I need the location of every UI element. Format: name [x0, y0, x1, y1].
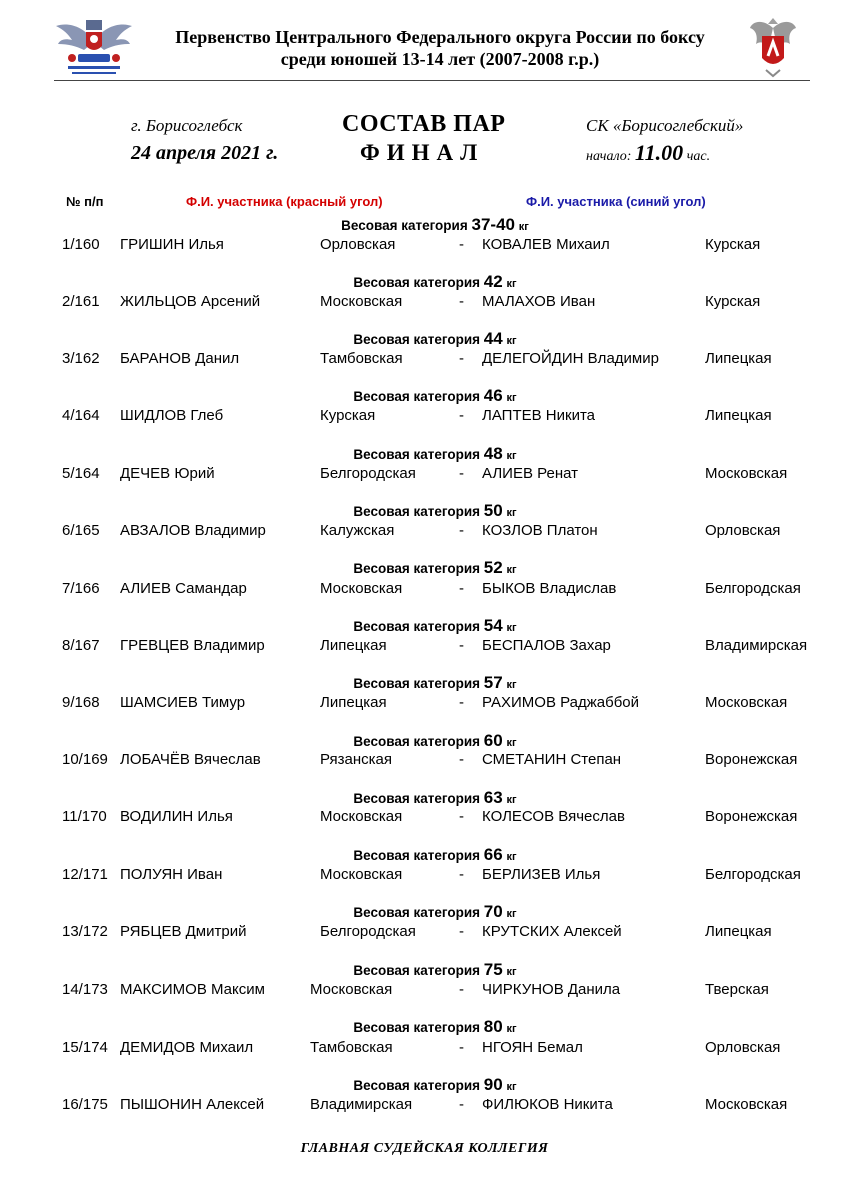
red-corner-region: Белгородская [320, 465, 416, 482]
weight-category-heading [320, 386, 550, 406]
bout-separator: - [459, 751, 464, 768]
weight-category-label: Весовая категория [353, 504, 481, 519]
red-corner-region: Калужская [320, 522, 395, 539]
bout-number: 10/169 [62, 751, 108, 768]
weight-category-value: 66 [483, 845, 503, 864]
weight-category-heading [320, 1017, 550, 1037]
red-corner-boxer: ДЕМИДОВ Михаил [120, 1039, 254, 1056]
weight-category-label: Весовая категория [353, 275, 481, 290]
weight-category-heading [320, 444, 550, 464]
weight-category-label: Весовая категория [341, 218, 468, 233]
weight-category-unit: кг [506, 737, 517, 749]
red-corner-boxer: АВЗАЛОВ Владимир [120, 522, 266, 539]
red-corner-boxer: ПОЛУЯН Иван [120, 866, 223, 883]
document-title: СОСТАВ ПАР [342, 111, 506, 137]
city: г. Борисоглебск [131, 116, 243, 135]
event-date: 24 апреля 2021 г. [131, 142, 279, 164]
stage-title: ФИНАЛ [360, 140, 485, 165]
red-corner-region: Московская [310, 981, 393, 998]
weight-category-value: 75 [483, 960, 503, 979]
weight-category-label: Весовая категория [353, 332, 481, 347]
weight-category-heading [320, 215, 550, 235]
bout-separator: - [459, 866, 464, 883]
bout-number: 1/160 [62, 236, 100, 253]
weight-category-heading [320, 329, 550, 349]
bout-row [0, 465, 849, 485]
red-corner-boxer: ПЫШОНИН Алексей [120, 1096, 265, 1113]
blue-corner-boxer: РАХИМОВ Раджаббой [482, 694, 640, 711]
blue-corner-boxer: ДЕЛЕГОЙДИН Владимир [482, 350, 659, 367]
bout-separator: - [459, 1039, 464, 1056]
bout-number: 3/162 [62, 350, 100, 367]
weight-category-heading [320, 673, 550, 693]
weight-category-label: Весовая категория [353, 561, 481, 576]
blue-corner-region: Владимирская [705, 637, 808, 654]
start-label: начало: [586, 149, 632, 164]
column-header-red-corner: Ф.И. участника (красный угол) [186, 194, 383, 209]
bout-number: 8/167 [62, 637, 100, 654]
bout-row [0, 866, 849, 886]
weight-category-unit: кг [518, 221, 529, 233]
red-corner-boxer: ШИДЛОВ Глеб [120, 407, 224, 424]
blue-corner-boxer: БЕРЛИЗЕВ Илья [482, 866, 601, 883]
blue-corner-boxer: КОЗЛОВ Платон [482, 522, 598, 539]
bout-number: 5/164 [62, 465, 100, 482]
red-corner-region: Владимирская [310, 1096, 413, 1113]
weight-category-heading [320, 616, 550, 636]
bout-row [0, 751, 849, 771]
blue-corner-region: Липецкая [705, 350, 772, 367]
blue-corner-region: Воронежская [705, 808, 798, 825]
weight-category-value: 46 [483, 386, 503, 405]
bout-separator: - [459, 637, 464, 654]
weight-category-unit: кг [506, 392, 517, 404]
bout-number: 4/164 [62, 407, 100, 424]
bout-row [0, 923, 849, 943]
blue-corner-boxer: СМЕТАНИН Степан [482, 751, 622, 768]
red-corner-region: Рязанская [320, 751, 392, 768]
blue-corner-boxer: БЫКОВ Владислав [482, 580, 617, 597]
red-corner-boxer: ШАМСИЕВ Тимур [120, 694, 246, 711]
bout-row [0, 637, 849, 657]
weight-category-unit: кг [506, 335, 517, 347]
bout-separator: - [459, 465, 464, 482]
start-unit: час. [686, 149, 711, 164]
weight-category-unit: кг [506, 564, 517, 576]
blue-corner-region: Белгородская [705, 580, 801, 597]
weight-category-value: 44 [483, 329, 503, 348]
blue-corner-region: Липецкая [705, 407, 772, 424]
weight-category-heading [320, 960, 550, 980]
blue-corner-boxer: КРУТСКИХ Алексей [482, 923, 622, 940]
weight-category-value: 90 [483, 1075, 503, 1094]
red-corner-region: Липецкая [320, 694, 387, 711]
blue-corner-boxer: НГОЯН Бемал [482, 1039, 583, 1056]
blue-corner-region: Воронежская [705, 751, 798, 768]
weight-category-label: Весовая категория [353, 791, 481, 806]
weight-category-unit: кг [506, 450, 517, 462]
red-corner-boxer: ВОДИЛИН Илья [120, 808, 233, 825]
bout-number: 2/161 [62, 293, 100, 310]
red-corner-boxer: ГРИШИН Илья [120, 236, 224, 253]
blue-corner-region: Орловская [705, 1039, 781, 1056]
blue-corner-region: Курская [705, 293, 761, 310]
bout-separator: - [459, 522, 464, 539]
weight-category-label: Весовая категория [353, 848, 481, 863]
weight-category-value: 48 [483, 444, 503, 463]
weight-category-value: 60 [483, 731, 503, 750]
footer-signature: ГЛАВНАЯ СУДЕЙСКАЯ КОЛЛЕГИЯ [300, 1141, 549, 1156]
weight-category-unit: кг [506, 1023, 517, 1035]
weight-category-value: 52 [483, 558, 503, 577]
red-corner-region: Московская [320, 580, 403, 597]
blue-corner-region: Орловская [705, 522, 781, 539]
bout-number: 6/165 [62, 522, 100, 539]
weight-category-unit: кг [506, 278, 517, 290]
weight-category-heading [320, 1075, 550, 1095]
weight-category-unit: кг [506, 1081, 517, 1093]
bout-separator: - [459, 923, 464, 940]
weight-category-label: Весовая категория [353, 619, 481, 634]
weight-category-unit: кг [506, 908, 517, 920]
red-corner-region: Липецкая [320, 637, 387, 654]
weight-category-heading [320, 558, 550, 578]
bout-row [0, 1039, 849, 1059]
bout-number: 16/175 [62, 1096, 108, 1113]
weight-category-label: Весовая категория [353, 1078, 481, 1093]
bout-number: 9/168 [62, 694, 100, 711]
red-corner-boxer: АЛИЕВ Самандар [120, 580, 247, 597]
bout-number: 15/174 [62, 1039, 108, 1056]
bout-separator: - [459, 808, 464, 825]
bout-row [0, 808, 849, 828]
bout-separator: - [459, 694, 464, 711]
blue-corner-region: Белгородская [705, 866, 801, 883]
bout-number: 12/171 [62, 866, 108, 883]
bout-separator: - [459, 293, 464, 310]
blue-corner-region: Тверская [705, 981, 769, 998]
weight-category-label: Весовая категория [353, 389, 481, 404]
weight-category-heading [320, 845, 550, 865]
venue: СК «Борисоглебский» [586, 116, 744, 135]
bout-row [0, 522, 849, 542]
weight-category-value: 70 [483, 902, 503, 921]
bout-row [0, 981, 849, 1001]
bout-number: 11/170 [62, 808, 107, 825]
blue-corner-boxer: КОВАЛЕВ Михаил [482, 236, 610, 253]
bout-row [0, 293, 849, 313]
red-corner-boxer: БАРАНОВ Данил [120, 350, 240, 367]
red-corner-boxer: ДЕЧЕВ Юрий [120, 465, 215, 482]
weight-category-value: 63 [483, 788, 503, 807]
weight-category-value: 80 [483, 1017, 503, 1036]
red-corner-region: Московская [320, 293, 403, 310]
red-corner-boxer: МАКСИМОВ Максим [120, 981, 265, 998]
blue-corner-region: Московская [705, 465, 788, 482]
bout-row [0, 236, 849, 256]
weight-category-label: Весовая категория [353, 676, 481, 691]
blue-corner-boxer: БЕСПАЛОВ Захар [482, 637, 611, 654]
red-corner-boxer: ГРЕВЦЕВ Владимир [120, 637, 265, 654]
sports-ministry-emblem-icon [748, 14, 798, 80]
weight-category-value: 37-40 [471, 215, 515, 234]
bout-separator: - [459, 350, 464, 367]
weight-category-label: Весовая категория [353, 447, 481, 462]
weight-category-unit: кг [506, 794, 517, 806]
blue-corner-region: Липецкая [705, 923, 772, 940]
weight-category-heading [320, 501, 550, 521]
weight-category-unit: кг [506, 622, 517, 634]
weight-category-unit: кг [506, 507, 517, 519]
bout-number: 14/173 [62, 981, 108, 998]
bout-separator: - [459, 1096, 464, 1113]
red-corner-region: Московская [320, 808, 403, 825]
bout-row [0, 407, 849, 427]
weight-category-unit: кг [506, 966, 517, 978]
red-corner-region: Курская [320, 407, 376, 424]
blue-corner-region: Московская [705, 694, 788, 711]
weight-category-unit: кг [506, 851, 517, 863]
red-corner-region: Тамбовская [320, 350, 403, 367]
start-time-line [586, 140, 710, 166]
weight-category-value: 42 [483, 272, 503, 291]
weight-category-value: 54 [483, 616, 503, 635]
blue-corner-boxer: ЛАПТЕВ Никита [482, 407, 595, 424]
column-header-number: № п/п [66, 194, 104, 209]
bout-separator: - [459, 580, 464, 597]
red-corner-boxer: РЯБЦЕВ Дмитрий [120, 923, 247, 940]
weight-category-value: 57 [483, 673, 503, 692]
red-corner-boxer: ЛОБАЧЁВ Вячеслав [120, 751, 261, 768]
bout-separator: - [459, 981, 464, 998]
red-corner-boxer: ЖИЛЬЦОВ Арсений [120, 293, 261, 310]
red-corner-region: Белгородская [320, 923, 416, 940]
blue-corner-boxer: МАЛАХОВ Иван [482, 293, 596, 310]
blue-corner-region: Московская [705, 1096, 788, 1113]
blue-corner-boxer: ФИЛЮКОВ Никита [482, 1096, 613, 1113]
bout-row [0, 1096, 849, 1116]
weight-category-value: 50 [483, 501, 503, 520]
bout-row [0, 580, 849, 600]
competition-title [140, 26, 740, 70]
start-time: 11.00 [634, 140, 684, 165]
header-divider [54, 80, 810, 81]
weight-category-heading [320, 272, 550, 292]
column-header-blue-corner: Ф.И. участника (синий угол) [526, 194, 706, 209]
blue-corner-boxer: КОЛЕСОВ Вячеслав [482, 808, 625, 825]
red-corner-region: Орловская [320, 236, 396, 253]
blue-corner-boxer: АЛИЕВ Ренат [482, 465, 578, 482]
weight-category-label: Весовая категория [353, 905, 481, 920]
weight-category-heading [320, 788, 550, 808]
red-corner-region: Московская [320, 866, 403, 883]
bout-number: 7/166 [62, 580, 100, 597]
bout-row [0, 350, 849, 370]
red-corner-region: Тамбовская [310, 1039, 393, 1056]
document-header [0, 0, 849, 84]
weight-category-unit: кг [506, 679, 517, 691]
bout-number: 13/172 [62, 923, 108, 940]
competition-title-line1: Первенство Центрального Федерального округа России по боксу [175, 27, 705, 47]
competition-title-line2: среди юношей 13-14 лет (2007-2008 г.р.) [280, 49, 600, 69]
weight-category-label: Весовая категория [353, 1020, 481, 1035]
bout-row [0, 694, 849, 714]
boxing-federation-logo-icon [54, 12, 134, 78]
bout-separator: - [459, 236, 464, 253]
bout-separator: - [459, 407, 464, 424]
weight-category-heading [320, 902, 550, 922]
blue-corner-region: Курская [705, 236, 761, 253]
blue-corner-boxer: ЧИРКУНОВ Данила [482, 981, 621, 998]
weight-category-label: Весовая категория [353, 734, 481, 749]
weight-category-label: Весовая категория [353, 963, 481, 978]
weight-category-heading [320, 731, 550, 751]
